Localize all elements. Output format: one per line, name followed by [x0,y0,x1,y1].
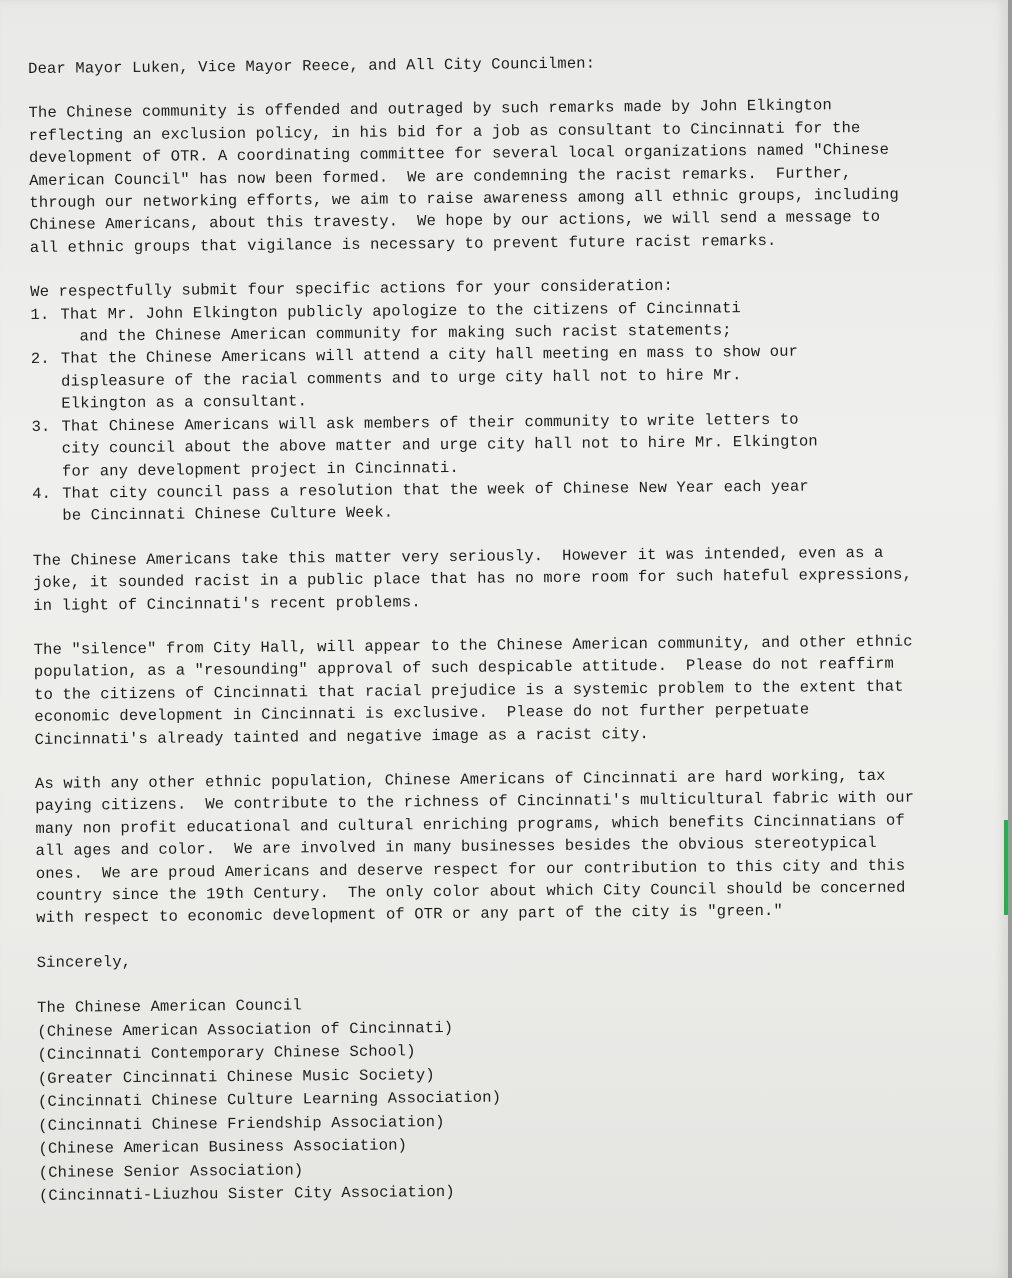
list-item-text: That the Chinese Americans will attend a city hall meeting en mass to show our displeasure of the racial comments and to urge city hall not to hire Mr. Elkington as a consultant. [60,343,799,413]
letter-body [28,49,1012,1209]
signature-block [37,942,1012,1208]
salutation: Dear Mayor Luken, Vice Mayor Reece, and All City Councilmen: [28,54,596,78]
closing: Sincerely, [36,952,132,972]
paragraph-contribution: As with any other ethnic population, Chinese Americans of Cincinnati are hard working, tax paying citizens. We contribute to the richness of Cincinnati's multicultural fabric with our many non profit educational and cultural enriching programs, which benefits Cincinnatians of all ages and color. We are involved in many businesses besides the obvious stereotypical ones. We are proud Americans and deserve respect for our contribution to this city and this country since the 19th Century. The only color about which City Council should be concerned with respect to economic development of OTR or any part of the city is "green." [34,766,915,928]
signatory: The Chinese American Council [37,996,302,1018]
list-item-text: That Mr. John Elkington publicly apologize to the citizens of Cincinnati and the Chinese American community for making such racist statements; [60,298,742,346]
member-organization: (Chinese American Association of Cincinnati) [37,1018,454,1041]
list-item-text: That city council pass a resolution that the week of Chinese New Year each year be Cincinnati Chinese Culture Week. [62,477,809,526]
actions-list [30,294,1007,527]
actions-intro: We respectfully submit four specific actions for your consideration: [30,277,674,302]
list-item [32,474,1007,528]
list-item-number: 1. [30,305,50,324]
member-organization: (Cincinnati Chinese Friendship Association) [38,1112,445,1135]
member-organization: (Chinese American Business Association) [38,1136,408,1159]
paragraph-condemnation: The Chinese community is offended and outraged by such remarks made by John Elkington reflecting an exclusion policy, in his bid for a job as consultant to Cincinnati for the development of OTR. A coordinating committee for several local organizations named "Chinese American Council" has now been formed. We are condemning the racist remarks. Further, through our networking efforts, we aim to raise awareness among all ethnic groups, including Chinese Americans, about this travesty. We hope by our actions, we will send a message to all ethnic groups that vigilance is necessary to prevent future racist remarks. [28,96,899,257]
member-organization: (Chinese Senior Association) [38,1161,304,1182]
member-organization: (Cincinnati Contemporary Chinese School) [37,1042,416,1065]
list-item [31,406,1007,483]
list-item-text: That Chinese Americans will ask members of their community to write letters to city council about the above matter and urge city hall not to hire Mr. Elkington for any development project in Cincinnati. [61,410,818,481]
list-item-number: 4. [32,484,52,503]
member-organization: (Greater Cincinnati Chinese Music Society) [37,1065,435,1088]
list-item-number: 2. [30,350,50,369]
list-item [31,339,1007,416]
paragraph-silence: The "silence" from City Hall, will appear to the Chinese American community, and other ethnic population, as a "resounding" approval of such despicable attitude. Please do not reaffirm to the citizens of Cincinnati that racial prejudice is a systemic problem to the extent that economic development in Cincinnati is exclusive. Please do not further perpetuate Cincinnati's already tainted and negative image as a racist city. [33,632,913,749]
paragraph-seriousness: The Chinese Americans take this matter very seriously. However it was intended, even as a joke, it sounded racist in a public place that has no more room for such hateful expressions, in light of Cincinnati's recent problems. [32,543,913,615]
list-item-number: 3. [31,417,51,436]
member-organization: (Cincinnati-Liuzhou Sister City Association) [38,1183,455,1206]
member-organization: (Cincinnati Chinese Culture Learning Association) [37,1088,502,1112]
